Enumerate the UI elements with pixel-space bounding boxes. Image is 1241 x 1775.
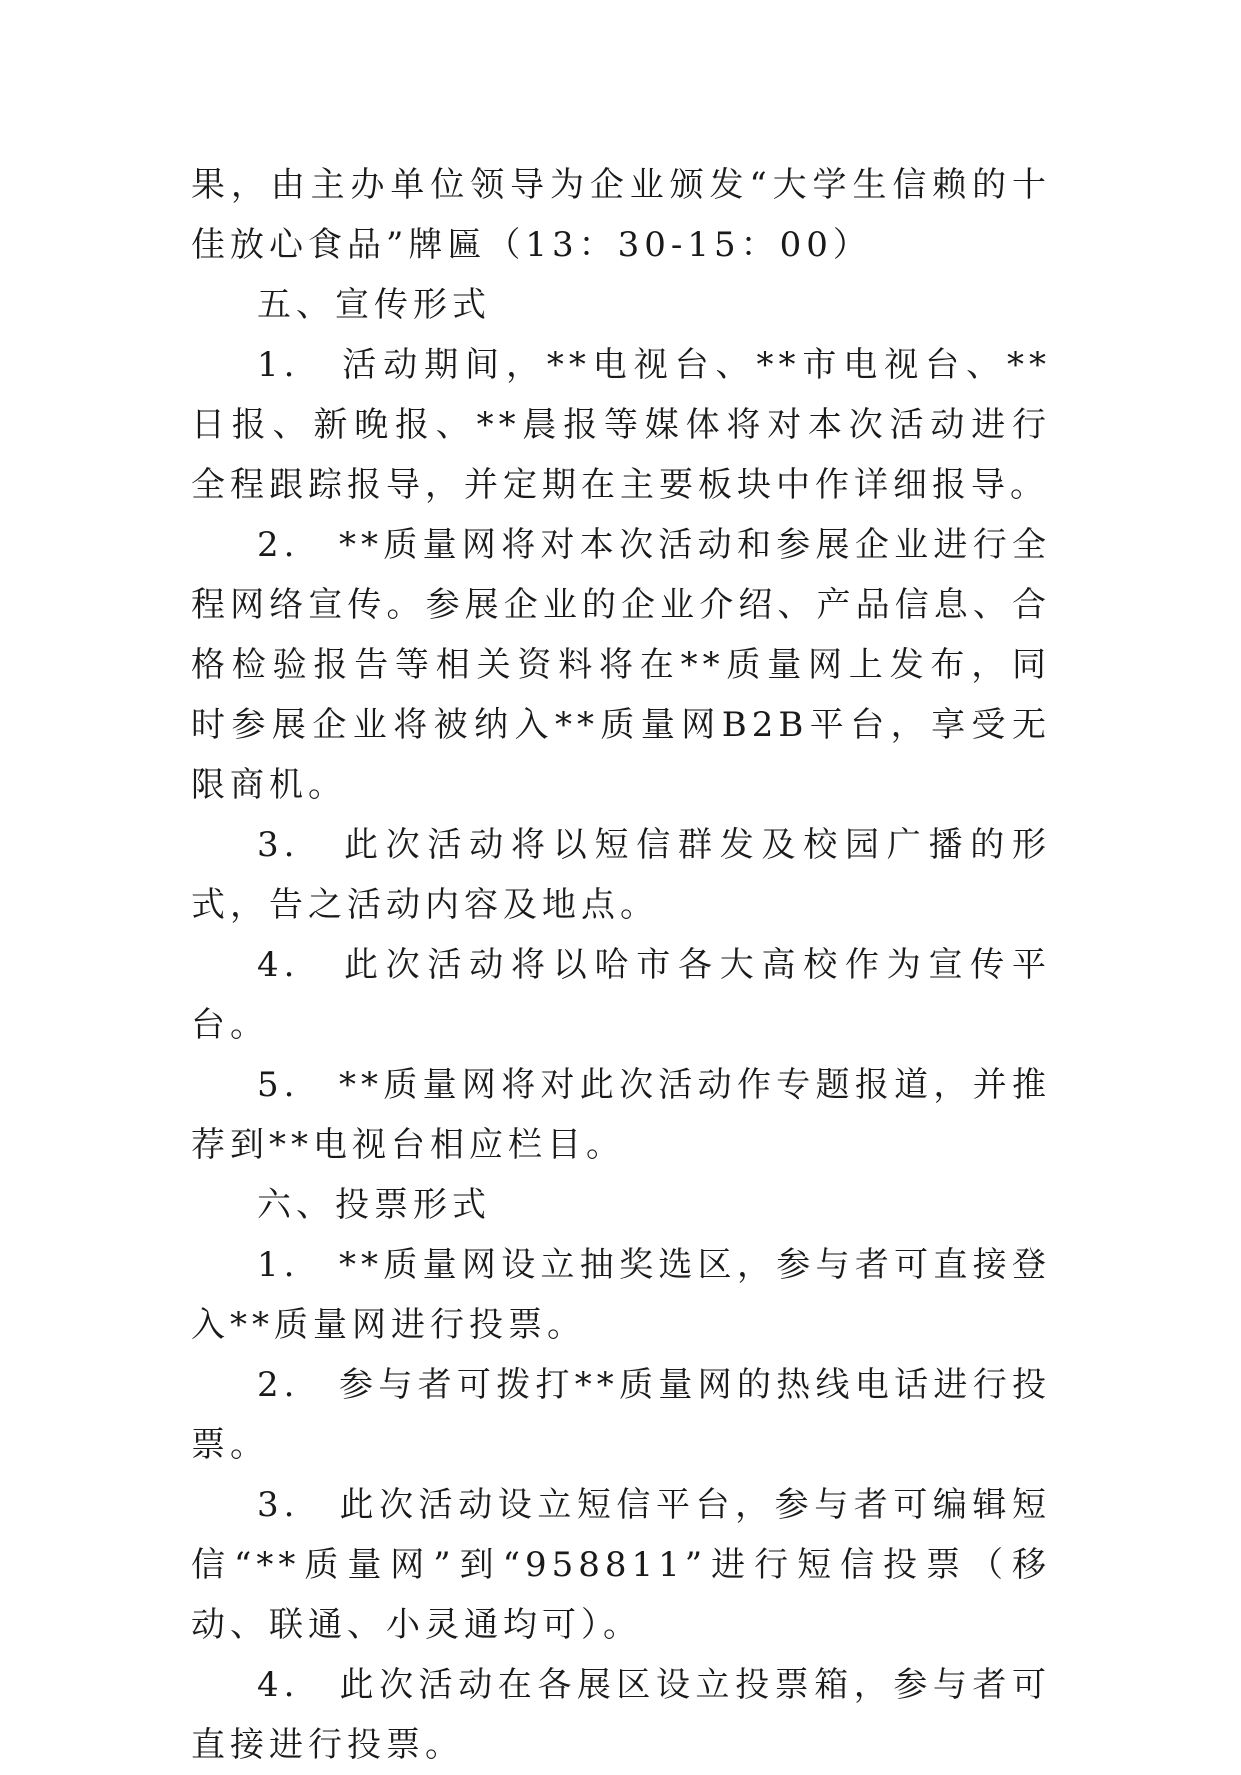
paragraph-voting-2: 2. 参与者可拨打**质量网的热线电话进行投票。 <box>191 1365 1051 1465</box>
paragraph-voting-1: 1. **质量网设立抽奖选区，参与者可直接登入**质量网进行投票。 <box>191 1245 1051 1345</box>
document-body <box>191 155 1051 1775</box>
paragraph-publicity-3: 3. 此次活动将以短信群发及校园广播的形式，告之活动内容及地点。 <box>191 825 1051 925</box>
paragraph-award-continuation: 果，由主办单位领导为企业颁发“大学生信赖的十佳放心食品”牌匾（13：30-15：00） <box>191 165 1051 265</box>
paragraph-publicity-2: 2. **质量网将对本次活动和参展企业进行全程网络宣传。参展企业的企业介绍、产品信息、合格检验报告等相关资料将在**质量网上发布，同时参展企业将被纳入**质量网B2B平台，享受无限商机。 <box>191 525 1051 805</box>
section-heading-publicity: 五、宣传形式 <box>257 285 491 325</box>
paragraph-publicity-4: 4. 此次活动将以哈市各大高校作为宣传平台。 <box>191 945 1051 1045</box>
section-heading-voting: 六、投票形式 <box>257 1185 491 1225</box>
paragraph-publicity-5: 5. **质量网将对此次活动作专题报道，并推荐到**电视台相应栏目。 <box>191 1065 1051 1165</box>
paragraph-voting-4: 4. 此次活动在各展区设立投票箱，参与者可直接进行投票。 <box>191 1665 1051 1765</box>
paragraph-voting-3: 3. 此次活动设立短信平台，参与者可编辑短信“**质量网”到“958811”进行短信投票（移动、联通、小灵通均可）。 <box>191 1485 1051 1645</box>
paragraph-publicity-1: 1. 活动期间，**电视台、**市电视台、**日报、新晚报、**晨报等媒体将对本次活动进行全程跟踪报导，并定期在主要板块中作详细报导。 <box>191 345 1051 505</box>
